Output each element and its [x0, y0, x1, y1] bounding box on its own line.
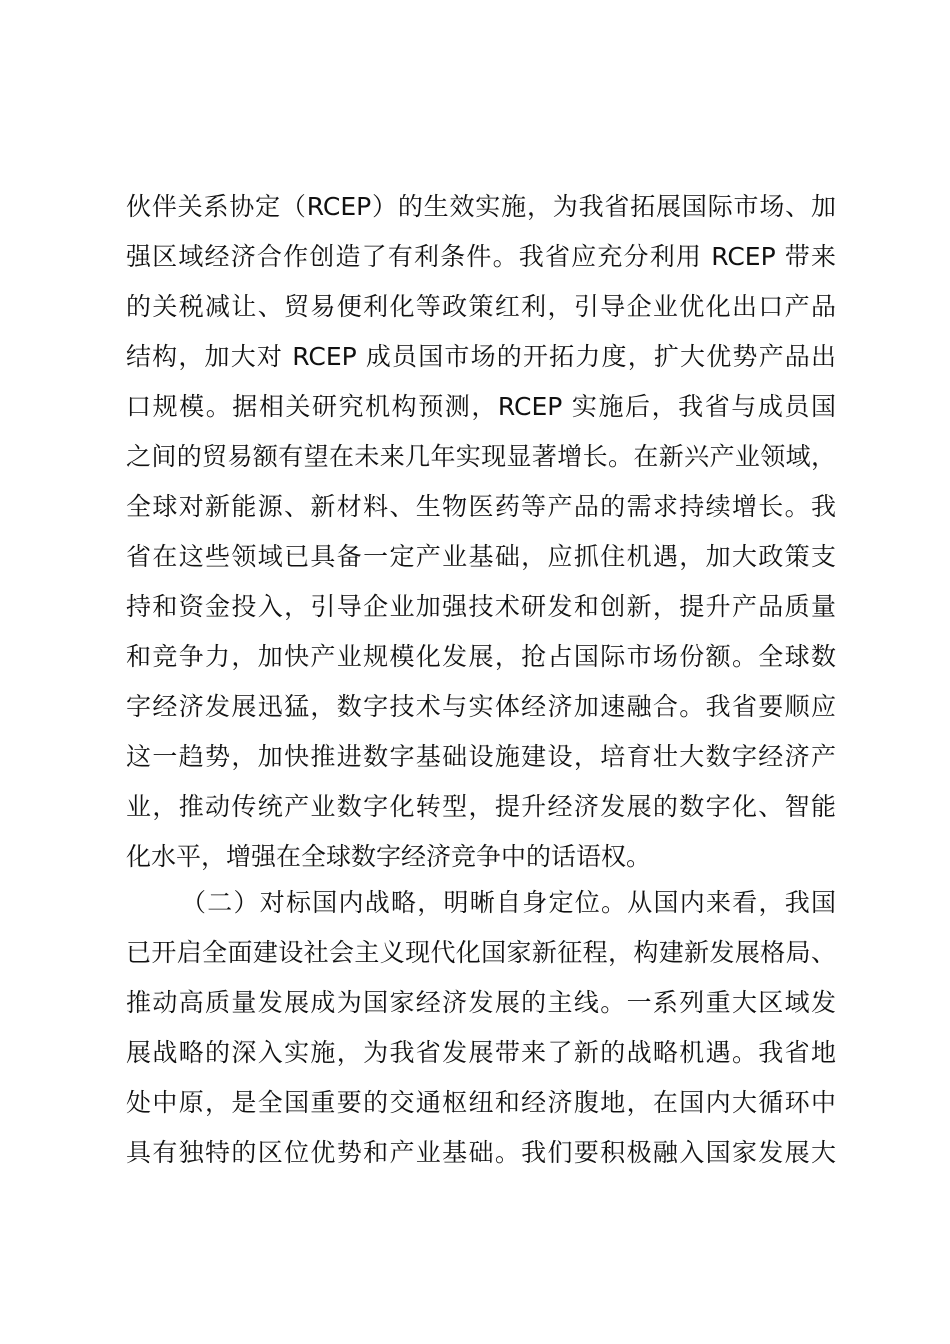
text-line: 处中原，是全国重要的交通枢纽和经济腹地，在国内大循环中 [126, 1088, 836, 1117]
text-line: 全球对新能源、新材料、生物医药等产品的需求持续增长。我 [126, 492, 836, 521]
text-line: 展战略的深入实施，为我省发展带来了新的战略机遇。我省地 [126, 1038, 836, 1067]
text-line: 和竞争力，加快产业规模化发展，抢占国际市场份额。全球数 [126, 642, 836, 671]
text-line: 字经济发展迅猛，数字技术与实体经济加速融合。我省要顺应 [126, 692, 836, 721]
text-line: 的关税减让、贸易便利化等政策红利，引导企业优化出口产品 [126, 292, 836, 321]
text-line: 业，推动传统产业数字化转型，提升经济发展的数字化、智能 [126, 792, 836, 821]
text-line: 伙伴关系协定（RCEP）的生效实施，为我省拓展国际市场、加 [126, 192, 836, 221]
section-heading-line: （二）对标国内战略，明晰自身定位。从国内来看，我国 [181, 888, 836, 917]
text-line: 已开启全面建设社会主义现代化国家新征程，构建新发展格局、 [126, 938, 836, 967]
text-line: 推动高质量发展成为国家经济发展的主线。一系列重大区域发 [126, 988, 836, 1017]
text-line: 口规模。据相关研究机构预测，RCEP 实施后，我省与成员国 [126, 392, 836, 421]
text-line: 具有独特的区位优势和产业基础。我们要积极融入国家发展大 [126, 1138, 836, 1167]
text-line: 持和资金投入，引导企业加强技术研发和创新，提升产品质量 [126, 592, 836, 621]
paragraph-2 [126, 884, 836, 1184]
text-line: 化水平，增强在全球数字经济竞争中的话语权。 [126, 842, 652, 871]
text-line: 这一趋势，加快推进数字基础设施建设，培育壮大数字经济产 [126, 742, 836, 771]
text-line: 结构，加大对 RCEP 成员国市场的开拓力度，扩大优势产品出 [126, 342, 836, 371]
paragraph-1 [126, 188, 836, 888]
text-line: 强区域经济合作创造了有利条件。我省应充分利用 RCEP 带来 [126, 242, 836, 271]
text-line: 之间的贸易额有望在未来几年实现显著增长。在新兴产业领域， [126, 442, 836, 471]
text-line: 省在这些领域已具备一定产业基础，应抓住机遇，加大政策支 [126, 542, 836, 571]
